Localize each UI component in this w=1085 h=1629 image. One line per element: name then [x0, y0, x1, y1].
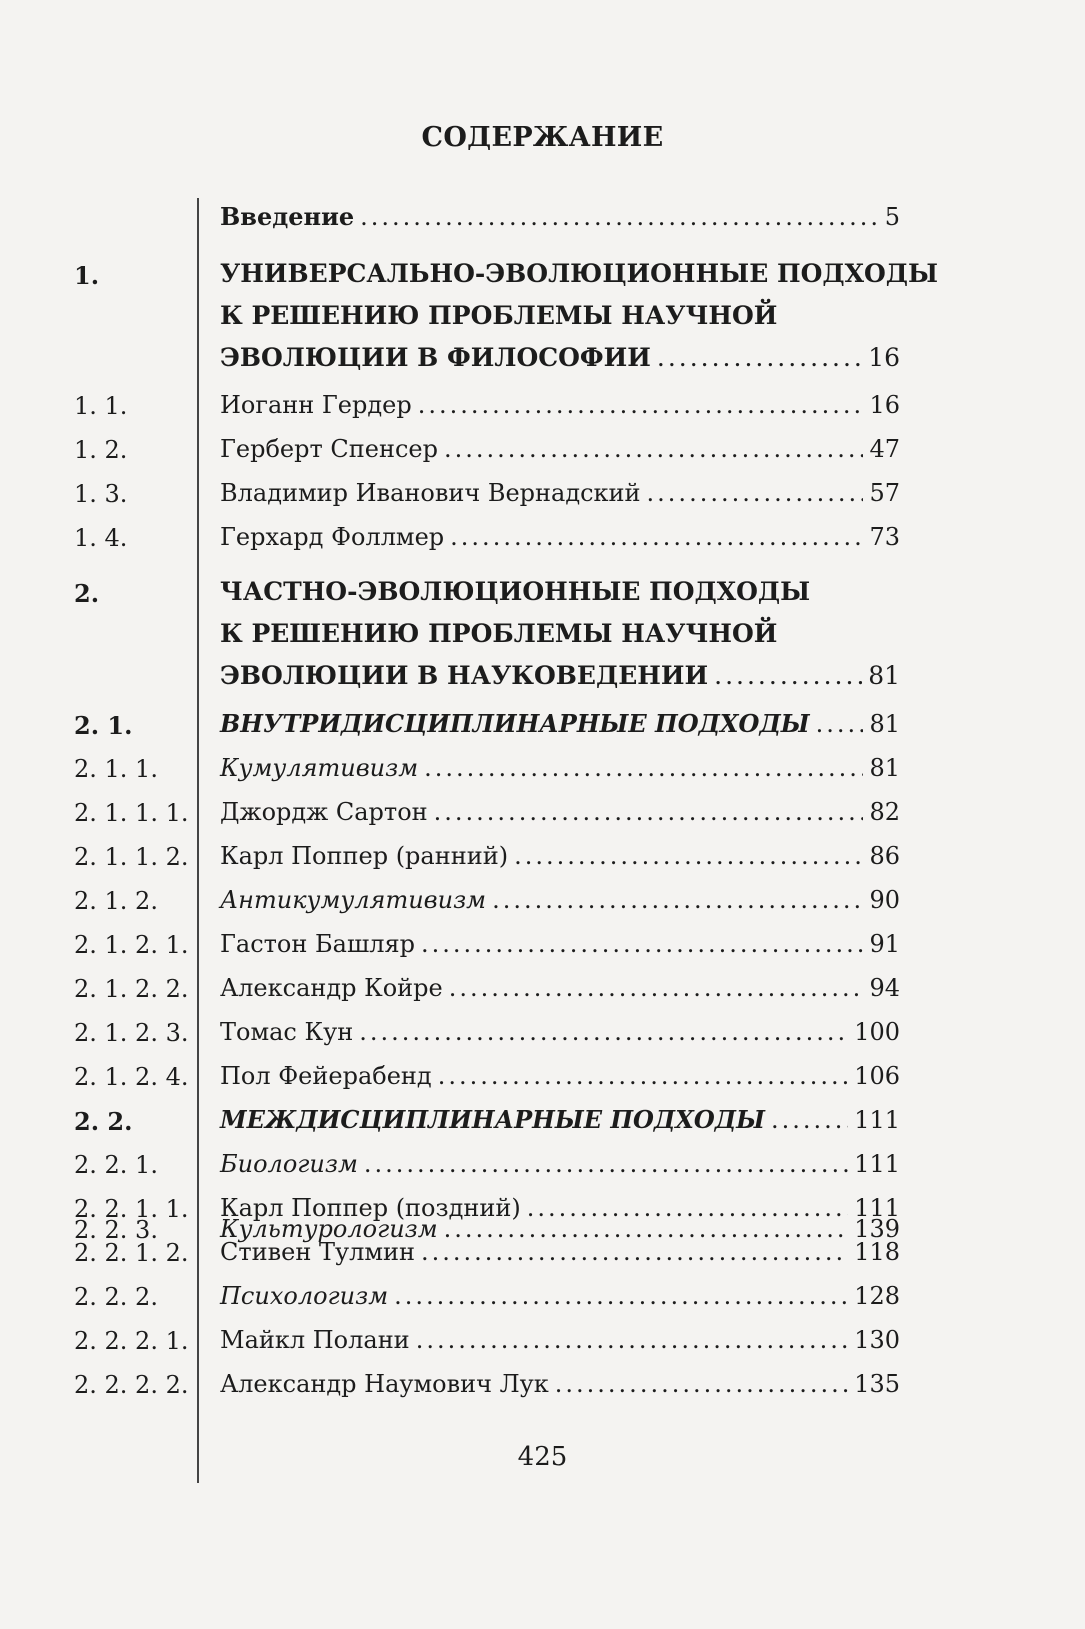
toc-entry-title: Джордж Сартон [220, 798, 428, 826]
toc-entry-title: МЕЖДИСЦИПЛИНАРНЫЕ ПОДХОДЫ [220, 1105, 765, 1134]
toc-entry-title: Александр Койре [220, 974, 443, 1002]
page-number: 425 [517, 1442, 568, 1472]
dot-leader [444, 1208, 849, 1250]
dot-leader [647, 472, 864, 514]
toc-entry-number: 2. 2. 2. 2. [74, 1371, 189, 1399]
dot-leader [555, 1363, 848, 1405]
toc-entry-title: Стивен Тулмин [220, 1238, 416, 1266]
dot-leader [394, 1275, 848, 1317]
toc-entry-title: Культурологизм [220, 1215, 438, 1243]
toc-entry-number: 1. [74, 261, 100, 290]
toc-entry-number: 2. 2. 2. [74, 1283, 158, 1311]
dot-leader [418, 384, 864, 426]
toc-entry-page: 81 [869, 710, 900, 738]
dot-leader [449, 967, 864, 1009]
dot-leader [434, 791, 864, 833]
toc-entry-title: Кумулятивизм [220, 754, 419, 782]
toc-entry-number: 1. 3. [74, 480, 128, 508]
dot-leader [360, 196, 879, 238]
dot-leader [444, 428, 864, 470]
toc-entry-title: Иоганн Гердер [220, 391, 412, 419]
toc-entry-page: 82 [869, 798, 900, 826]
toc-entry-page: 100 [854, 1018, 900, 1046]
toc-entry-title: Герберт Спенсер [220, 435, 438, 463]
dot-leader [450, 516, 863, 558]
dot-leader [714, 655, 862, 697]
toc-entry-number: 2. 2. 3. [74, 1216, 158, 1244]
toc-entry-page: 81 [868, 661, 900, 690]
toc-entry-title: Антикумулятивизм [220, 886, 487, 914]
page-title: СОДЕРЖАНИЕ [421, 122, 664, 153]
dot-leader [771, 1099, 848, 1141]
toc-entry-title: Майкл Полани [220, 1326, 410, 1354]
toc-entry-title: ВНУТРИДИСЦИПЛИНАРНЫЕ ПОДХОДЫ [220, 709, 810, 738]
toc-entry-page: 135 [854, 1370, 900, 1398]
toc-entry-page: 47 [869, 435, 900, 463]
toc-entry-page: 86 [869, 842, 900, 870]
toc-entry-number: 2. 2. 2. 1. [74, 1327, 189, 1355]
toc-entry-title: К РЕШЕНИЮ ПРОБЛЕМЫ НАУЧНОЙ [220, 619, 778, 648]
dot-leader [514, 835, 863, 877]
toc-entry-page: 73 [869, 523, 900, 551]
toc-entry-title: Герхард Фоллмер [220, 523, 445, 551]
toc-entry-number: 2. 2. [74, 1107, 133, 1136]
toc-entry-page: 94 [869, 974, 900, 1002]
toc-entry-number: 2. 1. 1. 2. [74, 843, 189, 871]
column-divider [197, 198, 199, 1483]
toc-entry-title: Александр Наумович Лук [220, 1370, 549, 1398]
toc-entry-page: 139 [854, 1215, 900, 1243]
toc-entry-number: 2. 1. 1. [74, 755, 158, 783]
toc-entry-number: 1. 1. [74, 392, 128, 420]
toc-entry-title: ЭВОЛЮЦИИ В НАУКОВЕДЕНИИ [220, 661, 709, 690]
toc-entry-title: УНИВЕРСАЛЬНО-ЭВОЛЮЦИОННЫЕ ПОДХОДЫ [220, 259, 939, 288]
toc-entry-number: 2. 2. 1. 2. [74, 1239, 189, 1267]
dot-leader [492, 879, 863, 921]
toc-entry-number: 1. 4. [74, 524, 128, 552]
toc-entry-number: 2. [74, 579, 100, 608]
toc-entry-page: 91 [869, 930, 900, 958]
dot-leader [657, 337, 862, 379]
toc-entry-number: 1. 2. [74, 436, 128, 464]
toc-entry-page: 57 [869, 479, 900, 507]
dot-leader [424, 747, 863, 789]
toc-entry-page: 106 [854, 1062, 900, 1090]
dot-leader [364, 1143, 848, 1185]
dot-leader [816, 703, 864, 745]
toc-entry-number: 2. 1. 2. [74, 887, 158, 915]
toc-entry-title: Карл Поппер (поздний) [220, 1194, 521, 1222]
dot-leader [416, 1319, 849, 1361]
toc-entry-title: Психологизм [220, 1282, 389, 1310]
toc-entry-title: К РЕШЕНИЮ ПРОБЛЕМЫ НАУЧНОЙ [220, 301, 778, 330]
toc-entry-page: 111 [854, 1150, 900, 1178]
toc-entry-page: 128 [854, 1282, 900, 1310]
toc-entry-number: 2. 1. 2. 4. [74, 1063, 189, 1091]
toc-entry-title: Томас Кун [220, 1018, 354, 1046]
toc-entry-title: Карл Поппер (ранний) [220, 842, 509, 870]
toc-entry-page: 118 [854, 1238, 900, 1266]
toc-entry-page: 111 [854, 1106, 900, 1134]
toc-entry-number: 2. 2. 1. [74, 1151, 158, 1179]
toc-entry-number: 2. 1. [74, 711, 133, 740]
dot-leader [359, 1011, 848, 1053]
toc-entry-page: 16 [868, 343, 900, 372]
toc-entry-number: 2. 1. 2. 3. [74, 1019, 189, 1047]
toc-entry-page: 81 [869, 754, 900, 782]
toc-entry-number: 2. 1. 2. 2. [74, 975, 189, 1003]
toc-entry-number: 2. 2. 1. 1. [74, 1195, 189, 1223]
toc-entry-page: 5 [884, 203, 900, 231]
toc-entry-page: 111 [854, 1194, 900, 1222]
toc-entry-number: 2. 1. 2. 1. [74, 931, 189, 959]
toc-entry-page: 130 [854, 1326, 900, 1354]
toc-entry-title: Гастон Башляр [220, 930, 415, 958]
toc-entry-title: ЧАСТНО-ЭВОЛЮЦИОННЫЕ ПОДХОДЫ [220, 577, 811, 606]
toc-entry-title: Биологизм [220, 1150, 358, 1178]
toc-entry-page: 16 [869, 391, 900, 419]
toc-entry-title: Введение [220, 202, 355, 231]
toc-entry-page: 90 [869, 886, 900, 914]
toc-entry-title: Пол Фейерабенд [220, 1062, 432, 1090]
dot-leader [438, 1055, 849, 1097]
toc-entry-title: ЭВОЛЮЦИИ В ФИЛОСОФИИ [220, 343, 651, 372]
toc-entry-title: Владимир Иванович Вернадский [220, 479, 641, 507]
toc-entry-number: 2. 1. 1. 1. [74, 799, 189, 827]
dot-leader [421, 923, 863, 965]
